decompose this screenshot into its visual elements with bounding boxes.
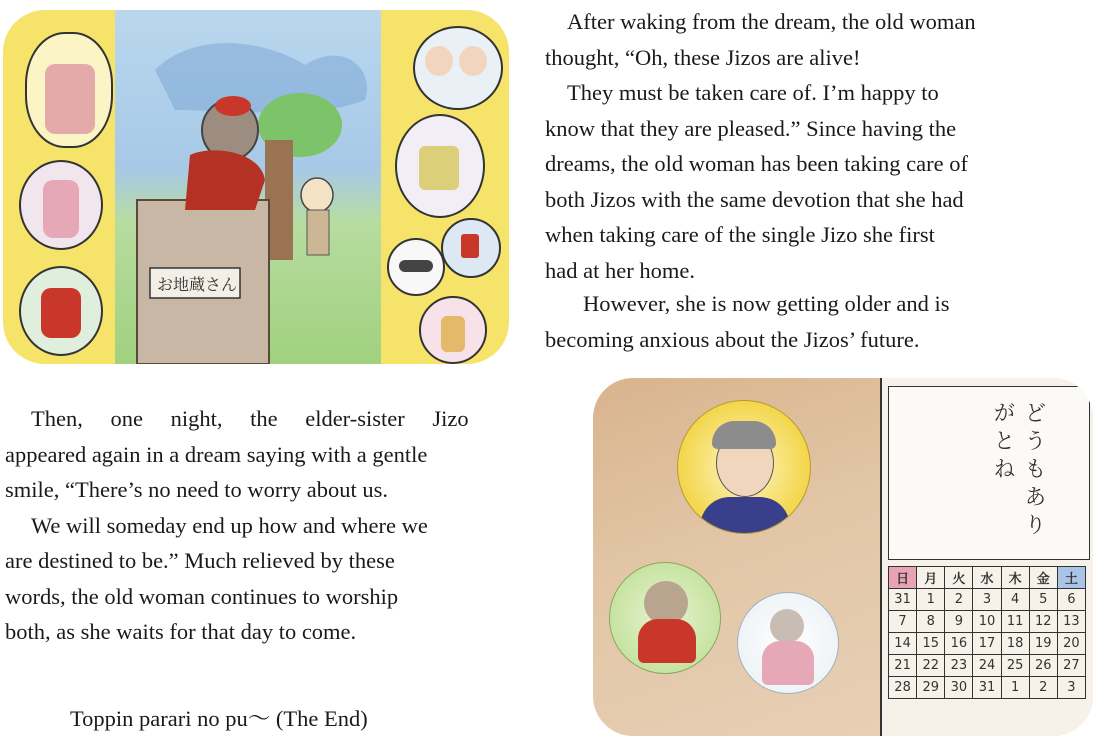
date-cell: 4	[1001, 589, 1029, 611]
line: We will someday end up how and where we	[31, 512, 428, 538]
line: both, as she waits for that day to come.	[5, 619, 357, 644]
bubble-old-woman-sleeping	[395, 114, 485, 218]
calendar-week-row	[889, 677, 1086, 699]
date-cell: 29	[917, 677, 945, 699]
date-cell: 11	[1001, 611, 1029, 633]
date-cell: 31	[889, 589, 917, 611]
bubble-small-shrine	[441, 218, 501, 278]
calendar-week-row	[889, 633, 1086, 655]
bubble-sister-jizo	[19, 160, 103, 250]
date-cell: 24	[973, 655, 1001, 677]
note-thank-you: どうもありがとね	[990, 401, 1046, 541]
halo-old-woman	[677, 400, 811, 534]
date-cell: 26	[1029, 655, 1057, 677]
line: when taking care of the single Jizo she first	[545, 222, 935, 247]
weekday-cell: 月	[917, 567, 945, 589]
line: are destined to be.” Much relieved by these	[5, 548, 395, 573]
halo-red-jizo	[609, 562, 721, 674]
illustration-calendar	[593, 378, 1093, 736]
date-cell: 13	[1057, 611, 1085, 633]
line: dreams, the old woman has been taking care of	[545, 151, 968, 176]
date-cell: 12	[1029, 611, 1057, 633]
date-cell: 5	[1029, 589, 1057, 611]
date-cell: 27	[1057, 655, 1085, 677]
weekday-cell: 水	[973, 567, 1001, 589]
weekday-cell: 土	[1057, 567, 1085, 589]
paragraph-top-second	[545, 286, 1093, 357]
halo-sister-jizo	[737, 592, 839, 694]
calendar-week-row	[889, 611, 1086, 633]
date-cell: 7	[889, 611, 917, 633]
date-cell: 20	[1057, 633, 1085, 655]
calendar-week-row	[889, 589, 1086, 611]
illustration-scene	[115, 10, 381, 364]
line: They must be taken care of. I’m happy to	[567, 80, 939, 105]
date-cell: 31	[973, 677, 1001, 699]
date-cell: 28	[889, 677, 917, 699]
weekday-cell: 木	[1001, 567, 1029, 589]
line: Then, one night, the elder-sister Jizo	[31, 406, 469, 431]
date-cell: 16	[945, 633, 973, 655]
line: know that they are pleased.” Since having the	[545, 115, 957, 141]
the-end-line: Toppin parari no pu〜 (The End)	[70, 706, 368, 731]
line: words, the old woman continues to worship	[5, 583, 399, 609]
date-cell: 2	[945, 589, 973, 611]
line: smile, “There’s no need to worry about us.	[5, 477, 389, 502]
date-cell: 21	[889, 655, 917, 677]
line: had at her home.	[545, 257, 695, 283]
date-cell: 1	[1001, 677, 1029, 699]
line: both Jizos with the same devotion that she had	[545, 186, 964, 212]
bubble-woman-praying	[419, 296, 487, 364]
line: After waking from the dream, the old woman	[567, 9, 976, 34]
date-cell: 10	[973, 611, 1001, 633]
line: However, she is now getting older and is	[583, 291, 950, 316]
paragraph-top	[545, 4, 1093, 288]
bubble-offering-bowls	[387, 238, 445, 296]
date-cell: 22	[917, 655, 945, 677]
date-cell: 1	[917, 589, 945, 611]
date-cell: 23	[945, 655, 973, 677]
weekday-cell: 日	[889, 567, 917, 589]
weekday-cell: 火	[945, 567, 973, 589]
line: becoming anxious about the Jizos’ future.	[545, 326, 920, 352]
line: appeared again in a dream saying with a gentle	[5, 441, 428, 467]
date-cell: 30	[945, 677, 973, 699]
calendar-note	[888, 386, 1090, 560]
calendar-week-row	[889, 655, 1086, 677]
date-cell: 19	[1029, 633, 1057, 655]
jizo-scene-drawing	[115, 10, 381, 364]
old-woman-hair	[712, 421, 776, 449]
paragraph-bottom	[5, 401, 558, 650]
wall-calendar	[880, 378, 1093, 736]
illustration-jizo-dream	[3, 10, 509, 364]
calendar-weekday-row	[889, 567, 1086, 589]
date-cell: 8	[917, 611, 945, 633]
calendar-grid	[888, 566, 1086, 699]
shrine-sign-label: お地蔵さん	[157, 275, 238, 294]
date-cell: 14	[889, 633, 917, 655]
line: thought, “Oh, these Jizos are alive!	[545, 44, 861, 70]
bubble-red-jizo	[19, 266, 103, 356]
date-cell: 9	[945, 611, 973, 633]
date-cell: 6	[1057, 589, 1085, 611]
date-cell: 2	[1029, 677, 1057, 699]
date-cell: 25	[1001, 655, 1029, 677]
date-cell: 15	[917, 633, 945, 655]
weekday-cell: 金	[1029, 567, 1057, 589]
date-cell: 3	[1057, 677, 1085, 699]
bubble-children	[413, 26, 503, 110]
dream-bubble-jizo	[25, 32, 113, 148]
old-woman-clothes	[700, 497, 790, 534]
date-cell: 17	[973, 633, 1001, 655]
date-cell: 18	[1001, 633, 1029, 655]
date-cell: 3	[973, 589, 1001, 611]
